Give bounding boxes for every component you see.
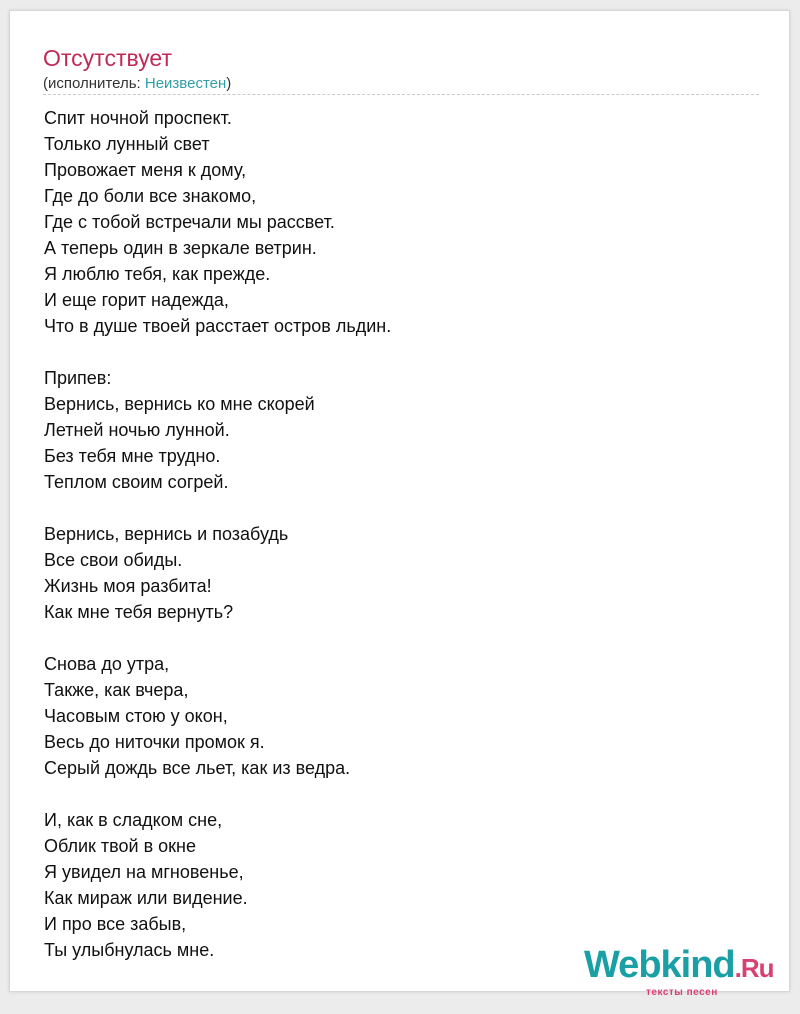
lyrics-card <box>9 10 790 998</box>
lyric-line: Спит ночной проспект. <box>44 108 232 128</box>
lyric-line: Теплом своим согрей. <box>44 472 229 492</box>
lyric-line: Где до боли все знакомо, <box>44 186 257 206</box>
logo-wordmark <box>584 945 774 988</box>
lyric-line: Как мне тебя вернуть? <box>44 602 234 622</box>
lyric-line: Серый дождь все льет, как из ведра. <box>44 758 351 778</box>
stanza-gap <box>44 339 764 365</box>
lyric-line: Я увидел на мгновенье, <box>44 862 244 882</box>
logo-subtitle: тексты песен <box>646 987 718 998</box>
lyric-line: А теперь один в зеркале ветрин. <box>44 238 317 258</box>
webkind-logo[interactable] <box>584 944 784 998</box>
stanza-gap <box>44 495 764 521</box>
lyric-line: Где с тобой встречали мы рассвет. <box>44 212 335 232</box>
artist-line <box>43 74 231 94</box>
artist-suffix: ) <box>226 75 232 92</box>
song-title: Отсутствует <box>43 45 172 71</box>
logo-tld: .Ru <box>734 953 774 983</box>
lyric-line: Также, как вчера, <box>44 680 189 700</box>
lyric-line: Без тебя мне трудно. <box>44 446 221 466</box>
lyric-line: Припев: <box>44 368 112 388</box>
lyric-line: Облик твой в окне <box>44 836 197 856</box>
lyric-line: Как мираж или видение. <box>44 888 248 908</box>
lyric-line: И про все забыв, <box>44 914 187 934</box>
lyric-line: Все свои обиды. <box>44 550 183 570</box>
lyric-line: Вернись, вернись ко мне скорей <box>44 394 315 414</box>
lyric-line: Снова до утра, <box>44 654 170 674</box>
lyric-line: Жизнь моя разбита! <box>44 576 212 596</box>
logo-main-text: Webkind <box>584 944 735 986</box>
stanza-gap <box>44 625 764 651</box>
lyric-line: Ты улыбнулась мне. <box>44 940 215 960</box>
stanza-gap <box>44 781 764 807</box>
lyric-line: Только лунный свет <box>44 134 210 154</box>
lyrics-body <box>44 105 764 963</box>
lyric-line: И еще горит надежда, <box>44 290 229 310</box>
lyric-line: И, как в сладком сне, <box>44 810 223 830</box>
title-divider <box>43 94 759 95</box>
artist-prefix: (исполнитель: <box>43 75 145 92</box>
lyric-line: Провожает меня к дому, <box>44 160 247 180</box>
lyric-line: Весь до ниточки промок я. <box>44 732 265 752</box>
lyric-line: Вернись, вернись и позабудь <box>44 524 289 544</box>
lyric-line: Я люблю тебя, как прежде. <box>44 264 271 284</box>
lyric-line: Что в душе твоей расстает остров льдин. <box>44 316 392 336</box>
lyric-line: Летней ночью лунной. <box>44 420 230 440</box>
artist-link[interactable]: Неизвестен <box>144 75 227 92</box>
lyric-line: Часовым стою у окон, <box>44 706 228 726</box>
